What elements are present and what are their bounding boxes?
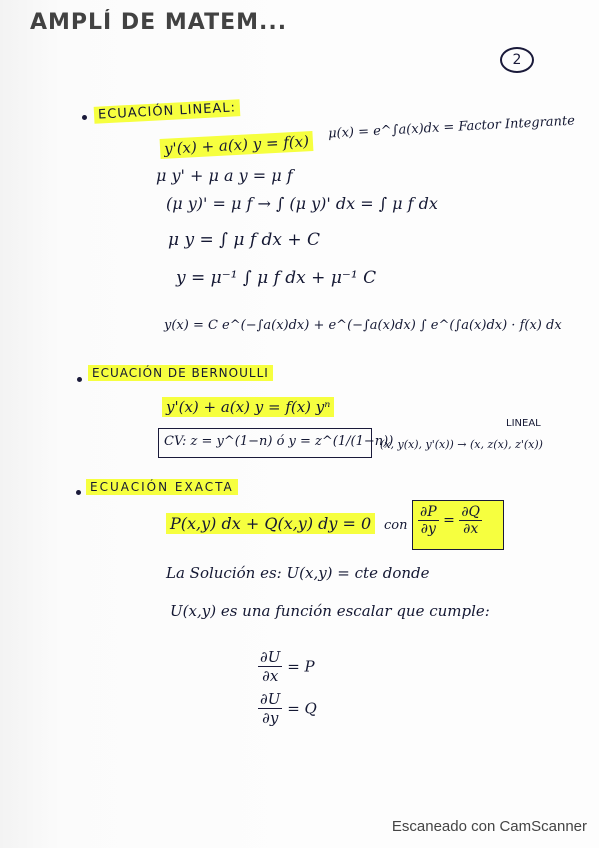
linear-line-5: y = μ⁻¹ ∫ μ f dx + μ⁻¹ C — [176, 268, 377, 288]
scanner-watermark: Escaneado con CamScanner — [391, 818, 587, 835]
linear-line-2: μ y' + μ a y = μ f — [156, 166, 293, 185]
linear-line-3: (μ y)' = μ f → ∫ (μ y)' dx = ∫ μ f dx — [166, 194, 438, 213]
linear-heading: ECUACIÓN LINEAL: — [94, 100, 241, 123]
bernoulli-transform: (x, y(x), y'(x)) → (x, z(x), z'(x)) — [380, 438, 543, 451]
bernoulli-heading: ECUACIÓN DE BERNOULLI — [88, 366, 273, 380]
page-number-circle — [500, 47, 534, 73]
bullet-icon — [76, 490, 81, 495]
bullet-icon — [77, 377, 82, 382]
linear-line-4: μ y = ∫ μ f dx + C — [168, 230, 321, 250]
bullet-icon — [82, 115, 87, 120]
exact-heading: ECUACIÓN EXACTA — [86, 480, 238, 494]
function-text: U(x,y) es una función escalar que cumple: — [170, 602, 490, 620]
con-label: con — [384, 518, 408, 533]
dU-dy-fraction: $\frac{\partial U}{\partial y}$ — [260, 690, 281, 727]
dU-dx-equation: $\frac{\partial U}{\partial x}$ = P — [260, 648, 315, 685]
linear-line-1: y'(x) + a(x) y = f(x) — [160, 132, 314, 158]
bernoulli-equation: y'(x) + a(x) y = f(x) yⁿ — [162, 398, 334, 416]
change-of-variable: CV: z = y^(1−n) ó y = z^(1/(1−n)) — [164, 434, 394, 449]
page-title: AMPLÍ DE MATEM... — [30, 10, 288, 35]
dQ-dx-fraction: $\frac{\partial Q}{\partial x}$ — [461, 504, 481, 537]
linear-label: LINEAL — [506, 418, 541, 429]
dU-dy-equation: $\frac{\partial U}{\partial y}$ = Q — [260, 690, 317, 727]
page-header — [30, 8, 288, 46]
page-number: 2 — [512, 52, 522, 68]
solution-text: La Solución es: U(x,y) = cte donde — [166, 564, 430, 582]
integrating-factor: μ(x) = e^∫a(x)dx = Factor Integrante — [327, 113, 576, 142]
dU-dx-fraction: $\frac{\partial U}{\partial x}$ — [260, 648, 281, 685]
linear-line-6: y(x) = C e^(−∫a(x)dx) + e^(−∫a(x)dx) ∫ e^(∫a(x)dx) · f(x) dx — [164, 318, 562, 333]
exactness-condition: $\frac{\partial P}{\partial y}$ = $\frac{\partial Q}{\partial x}$ — [420, 504, 481, 537]
dP-dy-fraction: $\frac{\partial P}{\partial y}$ — [420, 504, 437, 537]
exact-equation: P(x,y) dx + Q(x,y) dy = 0 — [166, 514, 375, 533]
